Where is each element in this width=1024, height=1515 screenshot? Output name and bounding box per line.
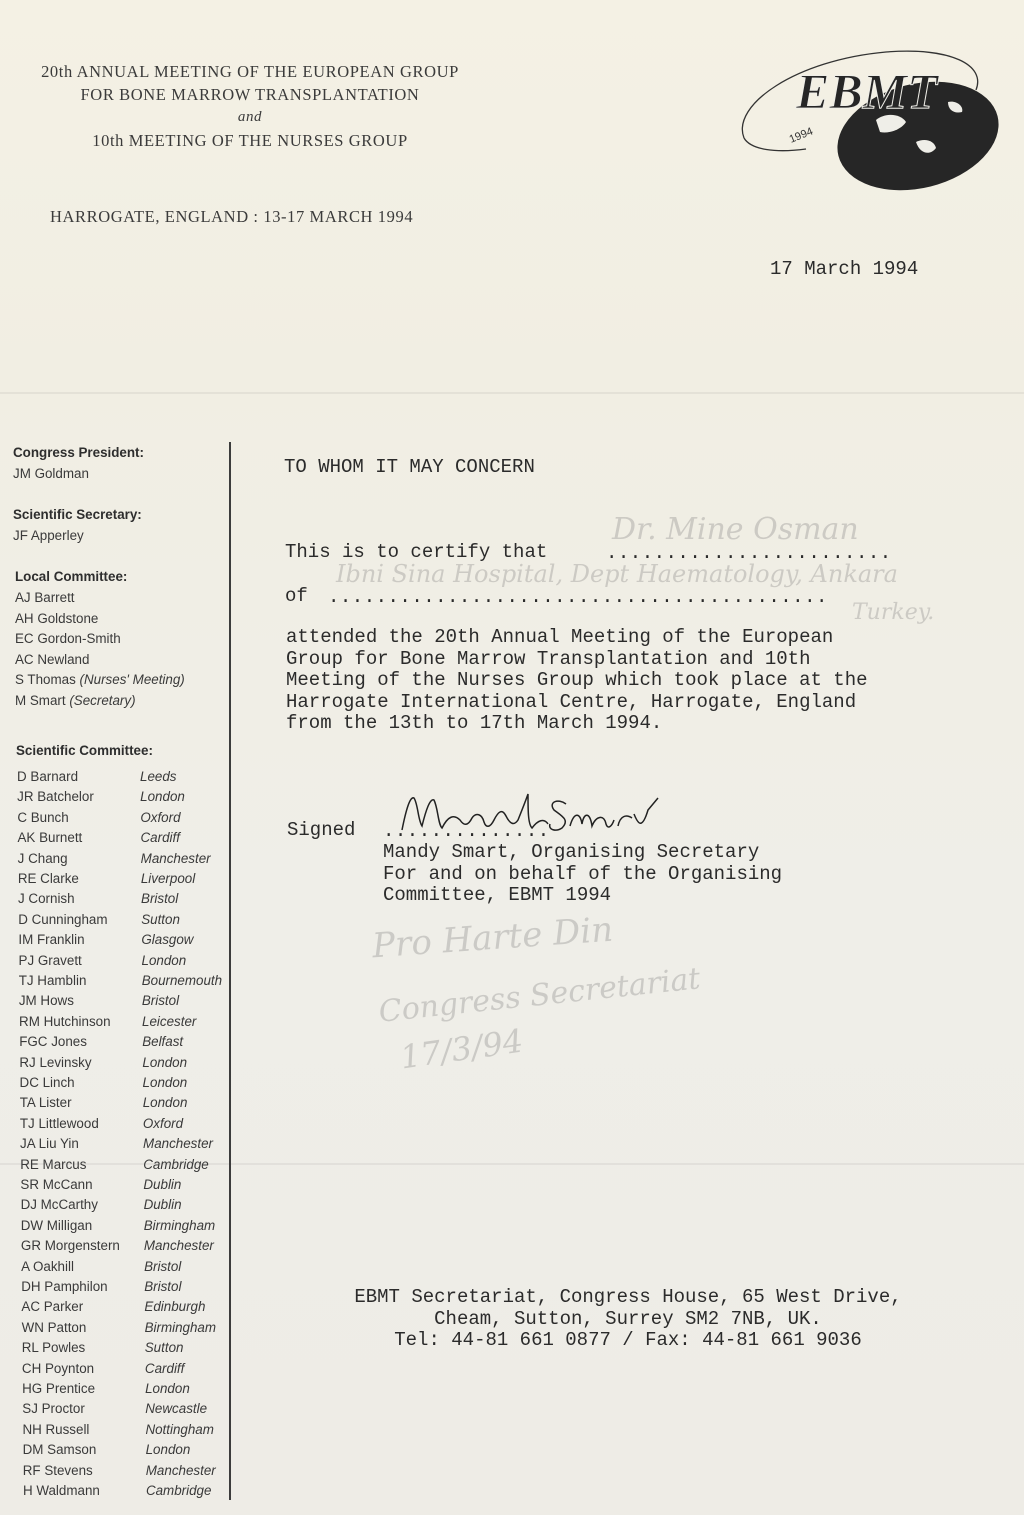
member-name: GR Morgenstern <box>20 1238 120 1254</box>
member-name: JM Hows <box>18 993 74 1009</box>
member-name: DC Linch <box>19 1075 75 1090</box>
member-name: J Cornish <box>18 891 75 907</box>
annotation-line: Congress Secretariat <box>377 961 702 1030</box>
secretary-heading: Scientific Secretary: <box>13 507 142 522</box>
of-label: of <box>285 585 308 607</box>
member-name: DH Pamphilon <box>21 1279 108 1294</box>
paragraph-line: Group for Bone Marrow Transplantation and 10th <box>286 647 811 670</box>
member-city: Newcastle <box>145 1401 208 1417</box>
ebmt-logo <box>736 50 1000 195</box>
paragraph-line: Meeting of the Nurses Group which took place at the <box>286 669 868 691</box>
local-committee-heading: Local Committee: <box>15 569 128 584</box>
salutation: TO WHOM IT MAY CONCERN <box>284 456 535 478</box>
sidebar-divider <box>229 442 231 1500</box>
member-name: RJ Levinsky <box>19 1054 92 1070</box>
member-city: Manchester <box>143 1238 214 1254</box>
local-committee-member <box>15 672 185 687</box>
member-name: D Barnard <box>17 769 79 784</box>
member-name: C Bunch <box>17 809 69 825</box>
member-name: RF Stevens <box>22 1462 93 1478</box>
member-name: SJ Proctor <box>22 1401 85 1417</box>
footer-line: Cheam, Sutton, Surrey SM2 7NB, UK. <box>434 1307 822 1330</box>
scientific-committee-heading: Scientific Committee: <box>16 743 153 758</box>
member-name: CH Poynton <box>21 1360 95 1376</box>
local-committee-member <box>15 590 75 605</box>
signature-dotted-line: .............. <box>383 820 550 842</box>
signatory-line: Committee, EBMT 1994 <box>383 884 612 906</box>
member-city: Bristol <box>144 1279 182 1294</box>
member-city: Bristol <box>141 891 179 907</box>
footer-line: EBMT Secretariat, Congress House, 65 West Drive, <box>354 1286 902 1308</box>
member-name: J Chang <box>17 850 68 866</box>
member-city: Nottingham <box>145 1421 214 1437</box>
member-city: Dublin <box>143 1177 182 1192</box>
member-city: Oxford <box>140 809 181 825</box>
letterhead-line: 20th ANNUAL MEETING OF THE EUROPEAN GROUP <box>41 62 459 81</box>
member-name: DW Milligan <box>20 1217 93 1233</box>
local-committee-member <box>15 611 98 626</box>
member-city: London <box>140 789 185 805</box>
handwritten-institution: Ibni Sina Hospital, Dept Haematology, Ankara <box>336 560 898 588</box>
secretary-name: JF Apperley <box>13 528 84 543</box>
member-name: JA Liu Yin <box>20 1136 79 1152</box>
member-city: Dublin <box>143 1197 182 1213</box>
member-name: JR Batchelor <box>17 789 94 805</box>
member-city: Cambridge <box>145 1483 212 1498</box>
letter-date: 17 March 1994 <box>770 258 919 280</box>
logo-text: EBMT <box>796 63 938 119</box>
local-committee-member <box>15 652 89 667</box>
member-city: London <box>142 1075 188 1090</box>
paper-fold <box>0 392 1024 394</box>
signature <box>398 790 668 843</box>
logo-year: 1994 <box>787 125 815 146</box>
paragraph-line: from the 13th to 17th March 1994. <box>286 712 663 734</box>
footer-address <box>296 1287 960 1352</box>
local-committee-member <box>15 631 121 646</box>
member-name: H Waldmann <box>22 1483 100 1498</box>
signatory-line: For and on behalf of the Organising <box>383 862 783 885</box>
member-role: (Secretary) <box>69 693 136 708</box>
handwritten-country: Turkey. <box>852 600 935 625</box>
footer-line: Tel: 44-81 661 0877 / Fax: 44-81 661 9036 <box>394 1329 862 1351</box>
president-name: JM Goldman <box>13 466 89 481</box>
member-city: Birmingham <box>143 1217 216 1233</box>
member-name: RL Powles <box>21 1340 86 1356</box>
member-name: AJ Barrett <box>15 590 75 605</box>
member-name: RM Hutchinson <box>19 1013 111 1029</box>
member-city: Bristol <box>144 1258 182 1274</box>
letterhead-line: 10th MEETING OF THE NURSES GROUP <box>92 131 408 150</box>
member-name: HG Prentice <box>22 1381 96 1396</box>
paragraph-line: attended the 20th Annual Meeting of the European <box>286 626 834 648</box>
member-city: Oxford <box>142 1115 184 1131</box>
member-name: PJ Gravett <box>18 952 82 968</box>
paragraph-line: Harrogate International Centre, Harrogate, England <box>286 690 857 713</box>
member-name: SR McCann <box>20 1177 93 1192</box>
member-city: London <box>142 1095 188 1111</box>
certify-label: This is to certify that <box>285 541 548 563</box>
member-name: NH Russell <box>22 1421 90 1437</box>
member-city: London <box>141 952 187 968</box>
member-name: S Thomas <box>15 672 76 688</box>
member-name: AH Goldstone <box>15 610 99 626</box>
member-name: DJ McCarthy <box>20 1197 98 1213</box>
member-name: RE Marcus <box>20 1156 87 1172</box>
member-city: Glasgow <box>141 932 194 948</box>
name-dotted-line: ........................ <box>606 542 892 564</box>
president-heading: Congress President: <box>13 445 144 460</box>
handwritten-name: Dr. Mine Osman <box>612 512 859 547</box>
member-city: Sutton <box>144 1340 184 1356</box>
member-name: TJ Hamblin <box>18 973 87 988</box>
member-name: IM Franklin <box>18 932 85 948</box>
member-city: Edinburgh <box>144 1299 206 1315</box>
member-name: TA Lister <box>19 1095 72 1111</box>
member-city: London <box>142 1054 188 1070</box>
signatory-line: Mandy Smart, Organising Secretary <box>383 841 760 863</box>
member-name: TJ Littlewood <box>19 1115 99 1131</box>
member-role: (Nurses' Meeting) <box>79 672 185 688</box>
member-name: AC Newland <box>15 651 90 667</box>
member-city: Manchester <box>140 850 211 866</box>
member-city: Leicester <box>142 1013 197 1029</box>
member-city: Cambridge <box>143 1156 209 1172</box>
local-committee-member <box>15 693 136 708</box>
member-name: AK Burnett <box>17 830 83 846</box>
member-city: Leeds <box>140 769 177 784</box>
member-city: Belfast <box>142 1034 184 1050</box>
member-city: Bournemouth <box>141 973 223 988</box>
letterhead-line: FOR BONE MARROW TRANSPLANTATION <box>80 85 420 104</box>
venue-line: HARROGATE, ENGLAND : 13-17 MARCH 1994 <box>50 207 414 226</box>
member-city: London <box>145 1442 191 1458</box>
of-dotted-line: .......................................... <box>328 586 828 608</box>
member-name: RE Clarke <box>17 871 79 886</box>
member-name: AC Parker <box>21 1299 84 1315</box>
letterhead-and: and <box>237 109 263 125</box>
member-name: DM Samson <box>22 1442 97 1458</box>
member-name: D Cunningham <box>18 911 108 927</box>
member-city: Manchester <box>143 1136 214 1152</box>
member-name: A Oakhill <box>21 1258 74 1274</box>
member-city: Bristol <box>141 993 180 1009</box>
member-city: Cardiff <box>144 1360 185 1376</box>
annotation-line: 17/3/94 <box>397 1021 526 1077</box>
letterhead <box>0 60 500 152</box>
member-name: M Smart <box>15 693 66 708</box>
member-name: WN Patton <box>21 1319 87 1335</box>
annotation-line: Pro Harte Din <box>370 909 615 967</box>
signed-label: Signed <box>287 819 356 841</box>
member-city: Birmingham <box>144 1319 217 1335</box>
member-city: Cardiff <box>140 830 180 846</box>
member-city: Manchester <box>145 1462 216 1478</box>
member-city: Liverpool <box>140 871 196 886</box>
member-name: EC Gordon-Smith <box>15 631 121 647</box>
member-name: FGC Jones <box>19 1034 87 1050</box>
member-city: Sutton <box>141 911 180 927</box>
member-city: London <box>145 1381 190 1396</box>
